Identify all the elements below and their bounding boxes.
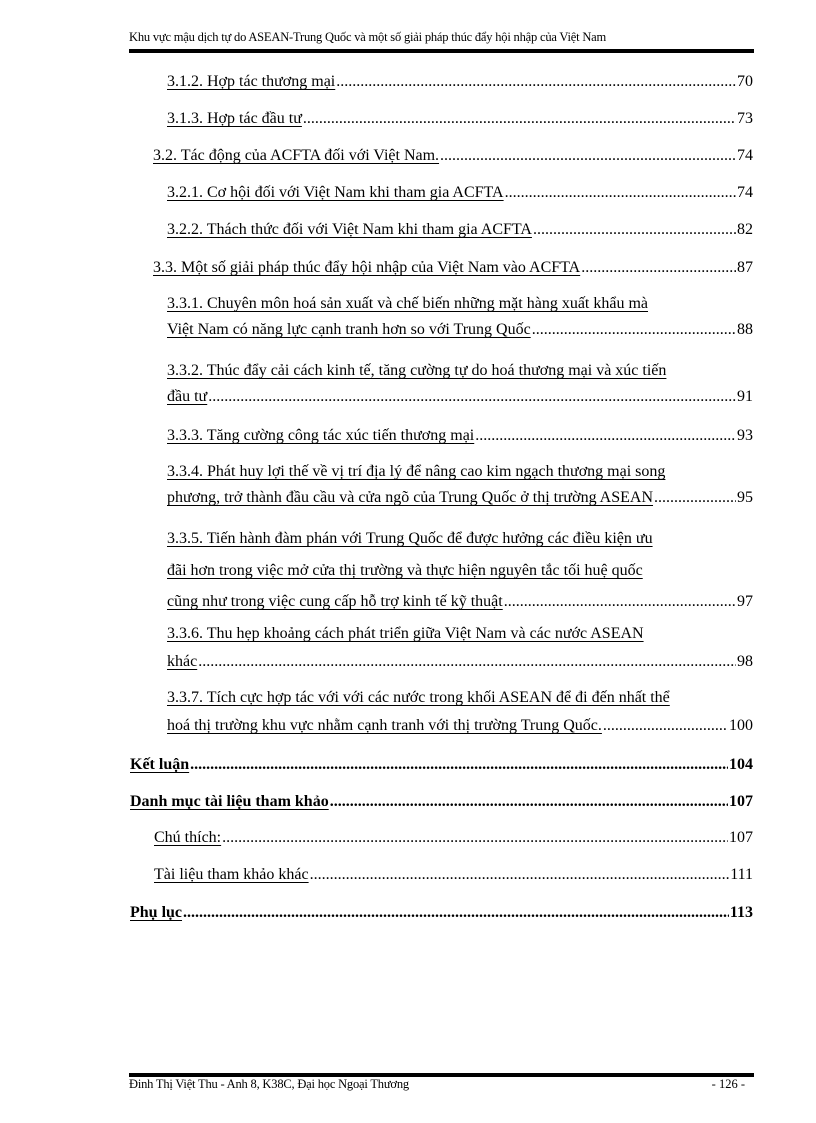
toc-entry-3-3-1[interactable]: [167, 291, 753, 343]
toc-entry-title: 3.2.2. Thách thức đối với Việt Nam khi tham gia ACFTA: [167, 221, 532, 238]
footer-author: Đinh Thị Việt Thu - Anh 8, K38C, Đại học Ngoại Thương: [129, 1077, 409, 1091]
toc-entry-title-line: cũng như trong việc cung cấp hỗ trợ kinh tế kỹ thuật: [167, 593, 503, 610]
toc-entry-title-line: đãi hơn trong việc mở cửa thị trường và thực hiện nguyên tắc tối huệ quốc: [167, 562, 643, 579]
toc-page-number: 91: [737, 388, 753, 405]
toc-entry-title: Kết luận: [130, 756, 190, 773]
toc-entry-title: 3.1.3. Hợp tác đầu tư: [167, 110, 302, 127]
toc-entry-title-line: phương, trở thành đầu cầu và cửa ngõ của Trung Quốc ở thị trường ASEAN: [167, 489, 654, 506]
toc-entry-title: 3.3. Một số giải pháp thúc đẩy hội nhập của Việt Nam vào ACFTA: [153, 259, 581, 276]
toc-entry-title: 3.2. Tác động của ACFTA đối với Việt Nam.: [153, 147, 440, 164]
toc-entry-title-line: 3.3.7. Tích cực hợp tác với với các nước trong khối ASEAN để đi đến nhất thể: [167, 689, 670, 706]
toc-leader-dots: [310, 862, 730, 888]
toc-entry-title-line: đầu tư: [167, 388, 208, 405]
toc-entry-3-3-2[interactable]: [167, 358, 753, 410]
toc-entry-title: 3.3.3. Tăng cường công tác xúc tiến thương mại: [167, 427, 475, 444]
toc-entry-title: Phụ lục: [130, 904, 183, 921]
toc-leader-dots: [303, 106, 736, 132]
toc-page-number: 107: [729, 793, 753, 810]
toc-leader-dots: [336, 69, 736, 95]
toc-entry-3-2-2[interactable]: [167, 217, 753, 243]
toc-entry-title-line: 3.3.2. Thúc đẩy cải cách kinh tế, tăng cường tự do hoá thương mại và xúc tiến: [167, 362, 667, 379]
toc-leader-dots: [198, 649, 736, 675]
toc-entry-tai-lieu-khac[interactable]: [154, 862, 753, 888]
toc-leader-dots: [505, 180, 736, 206]
toc-entry-title-line: Việt Nam có năng lực cạnh tranh hơn so với Trung Quốc: [167, 321, 531, 338]
toc-leader-dots: [504, 589, 736, 615]
toc-entry-danh-muc-tai-lieu[interactable]: [130, 789, 753, 815]
toc-page-number: 87: [737, 259, 753, 276]
toc-page-number: 97: [737, 593, 753, 610]
toc-page-number: 70: [737, 73, 753, 90]
toc-entry-title: Danh mục tài liệu tham khảo: [130, 793, 329, 810]
toc-entry-title-line: 3.3.1. Chuyên môn hoá sản xuất và chế biến những mặt hàng xuất khẩu mà: [167, 295, 649, 312]
toc-leader-dots: [532, 317, 736, 343]
toc-entry-title: 3.2.1. Cơ hội đối với Việt Nam khi tham gia ACFTA: [167, 184, 504, 201]
toc-leader-dots: [440, 143, 736, 169]
toc-leader-dots: [190, 752, 728, 778]
toc-page-number: 73: [737, 110, 753, 127]
toc-entry-3-2-1[interactable]: [167, 180, 753, 206]
toc-page-number: 74: [737, 147, 753, 164]
toc-page-number: 88: [737, 321, 753, 338]
toc-entry-3-3-6[interactable]: [167, 621, 753, 675]
toc-page-number: 107: [729, 829, 753, 846]
toc-page-number: 82: [737, 221, 753, 238]
toc-entry-title-line: 3.3.6. Thu hẹp khoảng cách phát triển giữa Việt Nam và các nước ASEAN: [167, 625, 644, 642]
header-rule: [129, 49, 754, 53]
toc-leader-dots: [603, 713, 728, 739]
toc-entry-3-1-3[interactable]: [167, 106, 753, 132]
toc-page-number: 95: [737, 489, 753, 506]
toc-leader-dots: [208, 384, 736, 410]
toc-entry-title: Tài liệu tham khảo khác: [154, 866, 309, 883]
toc-entry-3-3-5[interactable]: [167, 526, 753, 615]
toc-page-number: 93: [737, 427, 753, 444]
toc-entry-chu-thich[interactable]: [154, 825, 753, 851]
running-header: Khu vực mậu dịch tự do ASEAN-Trung Quốc và một số giải pháp thúc đẩy hội nhập của Việt Nam: [129, 30, 607, 44]
toc-entry-title: Chú thích:: [154, 829, 222, 846]
toc-entry-title-line: khác: [167, 653, 198, 670]
toc-entry-title: 3.1.2. Hợp tác thương mại: [167, 73, 336, 90]
toc-entry-ket-luan[interactable]: [130, 752, 753, 778]
toc-leader-dots: [654, 485, 736, 511]
toc-entry-3-3-4[interactable]: [167, 459, 753, 511]
footer-page-number: - 126 -: [711, 1077, 745, 1091]
toc-page-number: 104: [729, 756, 753, 773]
toc-entry-3-3-3[interactable]: [167, 423, 753, 449]
toc-page-number: 113: [729, 904, 753, 921]
toc-leader-dots: [533, 217, 736, 243]
toc-entry-3-3-7[interactable]: [167, 685, 753, 739]
toc-leader-dots: [222, 825, 728, 851]
toc-entry-title-line: 3.3.5. Tiến hành đàm phán với Trung Quốc để được hưởng các điều kiện ưu: [167, 530, 653, 547]
toc-page-number: 74: [737, 184, 753, 201]
toc-entry-3-2[interactable]: [153, 143, 753, 169]
toc-page-number: 111: [730, 866, 753, 883]
toc-entry-3-3[interactable]: [153, 255, 753, 281]
toc-entry-title-line: hoá thị trường khu vực nhằm cạnh tranh với thị trường Trung Quốc.: [167, 717, 602, 734]
toc-leader-dots: [475, 423, 736, 449]
toc-page-number: 98: [737, 653, 753, 670]
toc-leader-dots: [183, 900, 729, 926]
toc-leader-dots: [330, 789, 728, 815]
toc-entry-phu-luc[interactable]: [130, 900, 753, 926]
toc-leader-dots: [581, 255, 736, 281]
toc-entry-title-line: 3.3.4. Phát huy lợi thế về vị trí địa lý để nâng cao kim ngạch thương mại song: [167, 463, 666, 480]
toc-entry-3-1-2[interactable]: [167, 69, 753, 95]
toc-page-number: 100: [729, 717, 753, 734]
